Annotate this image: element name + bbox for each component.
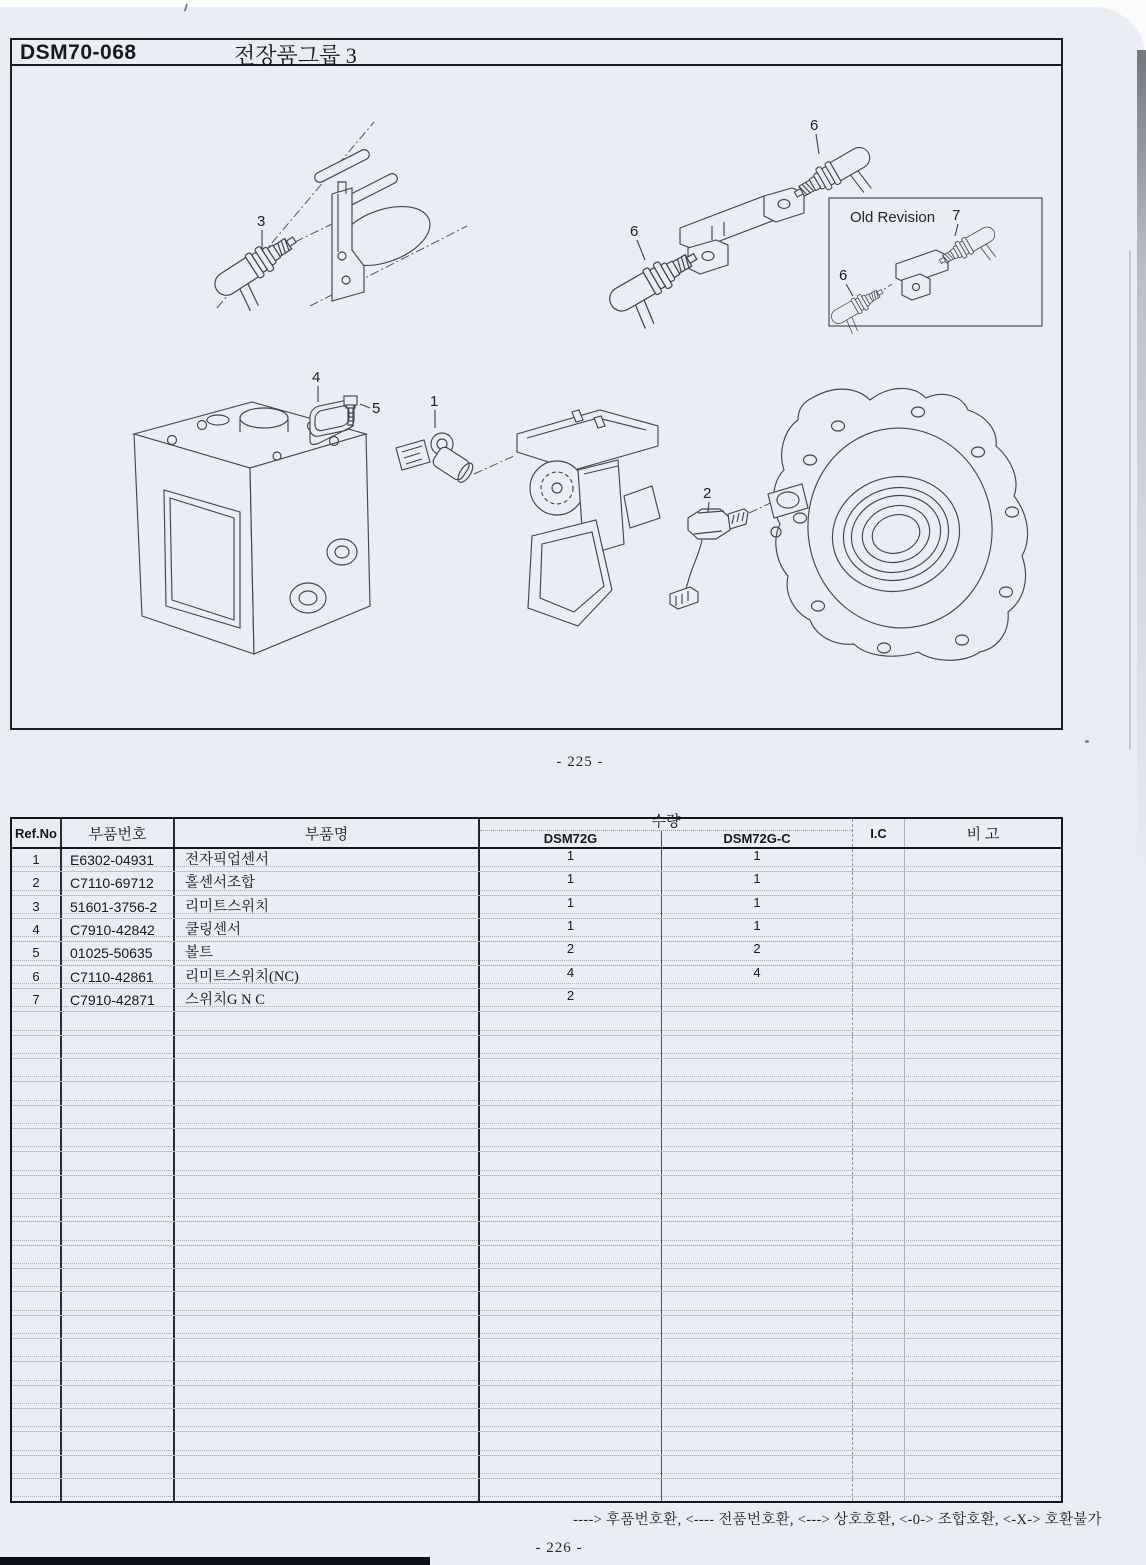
header-part-name: 부품명 <box>175 819 480 847</box>
interchange-legend: ----> 후품번호환, <---- 전품번호환, <---> 상호호환, <-0-> 조합호환, <-X-> 호환불가 <box>573 1512 1102 1528</box>
cell-ic <box>853 1036 905 1058</box>
cell-ref <box>12 1152 62 1174</box>
cell-ic <box>853 1386 905 1408</box>
cell-qb <box>662 1012 853 1034</box>
cell-qb <box>662 1316 853 1338</box>
cell-ref <box>12 1059 62 1081</box>
cell-nm <box>175 1386 480 1408</box>
table-row <box>12 1316 1061 1339</box>
cell-qa <box>480 1059 662 1081</box>
table-row <box>12 966 1061 989</box>
cell-ref <box>12 1012 62 1034</box>
cell-rm <box>905 966 1061 988</box>
cell-pn <box>62 1316 175 1338</box>
cell-qa <box>480 1339 662 1361</box>
cell-pn <box>62 1106 175 1128</box>
cell-pn <box>62 1339 175 1361</box>
cell-qb <box>662 1129 853 1151</box>
cell-qa <box>480 1386 662 1408</box>
cell-rm <box>905 1479 1061 1501</box>
cell-qa <box>480 1129 662 1151</box>
cell-qa <box>480 1082 662 1104</box>
cell-qa: 4 <box>480 966 662 988</box>
cell-rm <box>905 1339 1061 1361</box>
cell-nm <box>175 1106 480 1128</box>
cell-nm <box>175 1012 480 1034</box>
cell-pn: C7910-42871 <box>62 989 175 1011</box>
cell-ic <box>853 1106 905 1128</box>
cell-ref <box>12 1456 62 1478</box>
cell-nm <box>175 1432 480 1454</box>
gear-case-drawing <box>768 388 1028 660</box>
document-code: DSM70-068 <box>20 41 137 64</box>
cell-qb <box>662 1479 853 1501</box>
table-row <box>12 1222 1061 1245</box>
cell-qa <box>480 1269 662 1291</box>
cell-ref: 1 <box>12 849 62 871</box>
cell-qb: 2 <box>662 942 853 964</box>
cell-ic <box>853 1246 905 1268</box>
table-row <box>12 942 1061 965</box>
header-qty: 수량 <box>651 814 681 830</box>
cell-ic <box>853 919 905 941</box>
cell-qa <box>480 1012 662 1034</box>
center-housing-drawing <box>517 410 660 626</box>
cell-ref: 6 <box>12 966 62 988</box>
cell-ref <box>12 1199 62 1221</box>
header-model-dsm72g: DSM72G <box>480 831 662 847</box>
svg-text:6: 6 <box>839 267 848 284</box>
cell-ref: 5 <box>12 942 62 964</box>
cell-ref <box>12 1409 62 1431</box>
cell-ic <box>853 1479 905 1501</box>
cell-ref <box>12 1432 62 1454</box>
cell-qb <box>662 989 853 1011</box>
callout-7 <box>952 207 960 236</box>
cell-rm <box>905 1106 1061 1128</box>
cell-pn <box>62 1409 175 1431</box>
cell-pn <box>62 1199 175 1221</box>
cell-nm <box>175 1036 480 1058</box>
cell-ref <box>12 1222 62 1244</box>
cell-qb <box>662 1292 853 1314</box>
cell-qa: 2 <box>480 942 662 964</box>
header-part-no: 부품번호 <box>62 819 175 847</box>
table-row <box>12 989 1061 1012</box>
page-title: 전장품그룹 3 <box>234 43 357 68</box>
cell-qb <box>662 1386 853 1408</box>
cell-nm <box>175 1059 480 1081</box>
cell-nm <box>175 1199 480 1221</box>
cell-nm: 리미트스위치 <box>175 896 480 918</box>
header-remarks: 비 고 <box>966 826 1000 843</box>
title-bar <box>10 38 1063 66</box>
cell-nm <box>175 1222 480 1244</box>
cell-pn <box>62 1176 175 1198</box>
svg-text:7: 7 <box>952 207 961 224</box>
pump-unit-drawing <box>134 402 370 654</box>
cell-rm <box>905 1012 1061 1034</box>
cell-nm: 스위치G N C <box>175 989 480 1011</box>
cell-qa <box>480 1152 662 1174</box>
table-row <box>12 1082 1061 1105</box>
cell-ref <box>12 1479 62 1501</box>
table-row <box>12 1432 1061 1455</box>
table-row <box>12 1362 1061 1385</box>
table-row <box>12 1386 1061 1409</box>
table-row <box>12 1059 1061 1082</box>
cell-pn <box>62 1222 175 1244</box>
callout-3 <box>257 213 265 250</box>
table-row <box>12 872 1061 895</box>
svg-text:2: 2 <box>703 485 712 502</box>
cell-ref <box>12 1082 62 1104</box>
table-row <box>12 1129 1061 1152</box>
cell-qb <box>662 1432 853 1454</box>
cell-qb <box>662 1409 853 1431</box>
scan-bottom-bar <box>0 1557 430 1565</box>
table-row <box>12 1106 1061 1129</box>
cell-ic <box>853 1456 905 1478</box>
cell-ic <box>853 1176 905 1198</box>
cell-ref <box>12 1339 62 1361</box>
cell-rm <box>905 1432 1061 1454</box>
cell-qa <box>480 1432 662 1454</box>
cell-rm <box>905 1409 1061 1431</box>
cell-ic <box>853 1129 905 1151</box>
cell-ic <box>853 1059 905 1081</box>
cell-qb: 1 <box>662 896 853 918</box>
cell-qb <box>662 1199 853 1221</box>
cell-ic <box>853 966 905 988</box>
cell-qb <box>662 1152 853 1174</box>
cell-qb <box>662 1106 853 1128</box>
header-ref-no: Ref.No <box>12 819 62 847</box>
cell-qb <box>662 1269 853 1291</box>
cell-ref <box>12 1292 62 1314</box>
table-row <box>12 1199 1061 1222</box>
header-model-dsm72g-c: DSM72G-C <box>723 831 791 846</box>
table-row <box>12 896 1061 919</box>
cell-qa <box>480 1176 662 1198</box>
cell-qb <box>662 1246 853 1268</box>
cell-qb <box>662 1222 853 1244</box>
cell-rm <box>905 1246 1061 1268</box>
cell-nm <box>175 1082 480 1104</box>
cell-qa <box>480 1479 662 1501</box>
cell-ic <box>853 1292 905 1314</box>
cell-pn: 51601-3756-2 <box>62 896 175 918</box>
cell-pn <box>62 1479 175 1501</box>
cell-rm <box>905 1059 1061 1081</box>
cell-qb <box>662 1362 853 1384</box>
cell-qa <box>480 1292 662 1314</box>
cell-ic <box>853 1409 905 1431</box>
cell-ref <box>12 1362 62 1384</box>
page-number-226: - 226 - <box>535 1540 583 1556</box>
svg-text:6: 6 <box>630 223 639 240</box>
cell-qa <box>480 1316 662 1338</box>
svg-text:5: 5 <box>372 400 381 417</box>
cell-qb: 1 <box>662 872 853 894</box>
cell-pn <box>62 1059 175 1081</box>
cell-ic <box>853 1012 905 1034</box>
callout-1 <box>430 393 438 428</box>
parts-table <box>10 814 1063 1503</box>
cell-ic <box>853 1362 905 1384</box>
svg-text:1: 1 <box>430 393 439 410</box>
cell-ref <box>12 1269 62 1291</box>
table-row <box>12 1036 1061 1059</box>
cell-qa <box>480 1456 662 1478</box>
table-row <box>12 1012 1061 1035</box>
cell-pn <box>62 1269 175 1291</box>
cell-rm <box>905 1316 1061 1338</box>
cell-nm <box>175 1339 480 1361</box>
cell-ic <box>853 872 905 894</box>
cell-qa: 1 <box>480 919 662 941</box>
exploded-diagram-panel <box>10 66 1063 730</box>
cell-rm <box>905 1036 1061 1058</box>
cell-nm <box>175 1246 480 1268</box>
cell-qa <box>480 1246 662 1268</box>
cell-rm <box>905 1082 1061 1104</box>
cell-nm <box>175 1362 480 1384</box>
cell-qa <box>480 1409 662 1431</box>
cell-pn <box>62 1292 175 1314</box>
cell-ref <box>12 1246 62 1268</box>
cell-pn: 01025-50635 <box>62 942 175 964</box>
table-row <box>12 1269 1061 1292</box>
cell-nm <box>175 1409 480 1431</box>
table-header <box>12 814 1061 849</box>
cell-rm <box>905 1129 1061 1151</box>
old-revision-label: Old Revision <box>850 209 936 226</box>
cell-qb <box>662 1339 853 1361</box>
cell-pn: C7110-42861 <box>62 966 175 988</box>
part-2-hall-sensor <box>670 509 748 609</box>
cell-ic <box>853 942 905 964</box>
old-revision-box <box>828 198 1042 339</box>
cell-nm: 볼트 <box>175 942 480 964</box>
part-6-old-revision <box>828 284 893 339</box>
table-row <box>12 1292 1061 1315</box>
cell-rm <box>905 942 1061 964</box>
table-row <box>12 1479 1061 1501</box>
callout-6-top <box>810 117 819 154</box>
cell-rm <box>905 1199 1061 1221</box>
cell-rm <box>905 1152 1061 1174</box>
svg-text:4: 4 <box>312 369 321 386</box>
cell-qb <box>662 1456 853 1478</box>
cell-pn <box>62 1129 175 1151</box>
cell-qb <box>662 1082 853 1104</box>
cell-nm <box>175 1292 480 1314</box>
table-row <box>12 1339 1061 1362</box>
cell-nm: 쿨링센서 <box>175 919 480 941</box>
cell-qa <box>480 1106 662 1128</box>
cell-ref <box>12 1176 62 1198</box>
cell-ic <box>853 1432 905 1454</box>
cell-qa <box>480 1362 662 1384</box>
part-1-pickup-sensor <box>396 433 476 485</box>
cell-qb <box>662 1176 853 1198</box>
cell-pn: C7110-69712 <box>62 872 175 894</box>
cell-rm <box>905 1176 1061 1198</box>
cell-pn <box>62 1362 175 1384</box>
cell-rm <box>905 849 1061 871</box>
cell-ref: 3 <box>12 896 62 918</box>
cell-ic <box>853 1222 905 1244</box>
table-row <box>12 1176 1061 1199</box>
cell-pn <box>62 1036 175 1058</box>
page-number-225: - 225 - <box>556 754 604 770</box>
cell-nm <box>175 1129 480 1151</box>
callout-6-old-revision <box>839 267 853 296</box>
cell-rm <box>905 1269 1061 1291</box>
cell-ic <box>853 1152 905 1174</box>
header-qty-group <box>480 814 853 847</box>
cell-nm: 홀센서조합 <box>175 872 480 894</box>
cell-nm <box>175 1176 480 1198</box>
callout-6-left <box>630 223 645 260</box>
table-row <box>12 1246 1061 1269</box>
cell-qa: 1 <box>480 849 662 871</box>
cell-qa: 1 <box>480 896 662 918</box>
callout-2 <box>703 485 711 512</box>
part-7-switch-gnc <box>936 223 1006 282</box>
cell-ic <box>853 1199 905 1221</box>
cell-nm <box>175 1316 480 1338</box>
cell-ref <box>12 1316 62 1338</box>
cell-ic <box>853 849 905 871</box>
cell-rm <box>905 1362 1061 1384</box>
svg-text:6: 6 <box>810 117 819 134</box>
cell-qa <box>480 1199 662 1221</box>
cell-nm <box>175 1269 480 1291</box>
cell-ic <box>853 1082 905 1104</box>
cell-qa <box>480 1036 662 1058</box>
cell-nm <box>175 1152 480 1174</box>
cell-rm <box>905 1386 1061 1408</box>
cell-ref <box>12 1036 62 1058</box>
cell-ref: 7 <box>12 989 62 1011</box>
scan-edge-shadow <box>1137 50 1146 910</box>
table-row <box>12 919 1061 942</box>
cell-qb: 1 <box>662 849 853 871</box>
cell-qa: 1 <box>480 872 662 894</box>
cell-ic <box>853 896 905 918</box>
callout-5 <box>360 400 380 417</box>
table-row <box>12 1456 1061 1479</box>
cell-rm <box>905 872 1061 894</box>
table-row <box>12 1409 1061 1432</box>
cell-rm <box>905 1456 1061 1478</box>
cell-ic <box>853 1269 905 1291</box>
cell-nm: 리미트스위치(NC) <box>175 966 480 988</box>
cell-qb <box>662 1059 853 1081</box>
cell-pn: E6302-04931 <box>62 849 175 871</box>
scan-speck <box>1085 740 1089 743</box>
cell-rm <box>905 989 1061 1011</box>
cell-pn <box>62 1456 175 1478</box>
cell-rm <box>905 919 1061 941</box>
cell-ref: 2 <box>12 872 62 894</box>
cell-qb: 4 <box>662 966 853 988</box>
cell-pn <box>62 1012 175 1034</box>
cell-ic <box>853 989 905 1011</box>
table-row <box>12 1152 1061 1175</box>
cell-rm <box>905 896 1061 918</box>
callout-4 <box>312 369 320 402</box>
cell-qa <box>480 1222 662 1244</box>
mount-bracket-left <box>313 148 438 301</box>
cell-qb <box>662 1036 853 1058</box>
cell-ref <box>12 1129 62 1151</box>
cell-rm <box>905 1292 1061 1314</box>
cell-ic <box>853 1339 905 1361</box>
cell-nm <box>175 1479 480 1501</box>
cell-pn <box>62 1386 175 1408</box>
cell-ic <box>853 1316 905 1338</box>
table-body <box>12 849 1061 1501</box>
table-row <box>12 849 1061 872</box>
cell-nm: 전자픽업센서 <box>175 849 480 871</box>
cell-nm <box>175 1456 480 1478</box>
exploded-diagram <box>12 66 1061 726</box>
cell-qb: 1 <box>662 919 853 941</box>
cell-pn: C7910-42842 <box>62 919 175 941</box>
mount-bracket-right <box>680 188 804 274</box>
cell-pn <box>62 1246 175 1268</box>
cell-ref: 4 <box>12 919 62 941</box>
cell-ref <box>12 1386 62 1408</box>
scan-edge-line <box>1129 250 1131 750</box>
cell-ref <box>12 1106 62 1128</box>
cell-pn <box>62 1082 175 1104</box>
cell-rm <box>905 1222 1061 1244</box>
svg-text:3: 3 <box>257 213 266 230</box>
cell-pn <box>62 1432 175 1454</box>
cell-qa: 2 <box>480 989 662 1011</box>
header-ic: I.C <box>853 819 905 847</box>
cell-pn <box>62 1152 175 1174</box>
